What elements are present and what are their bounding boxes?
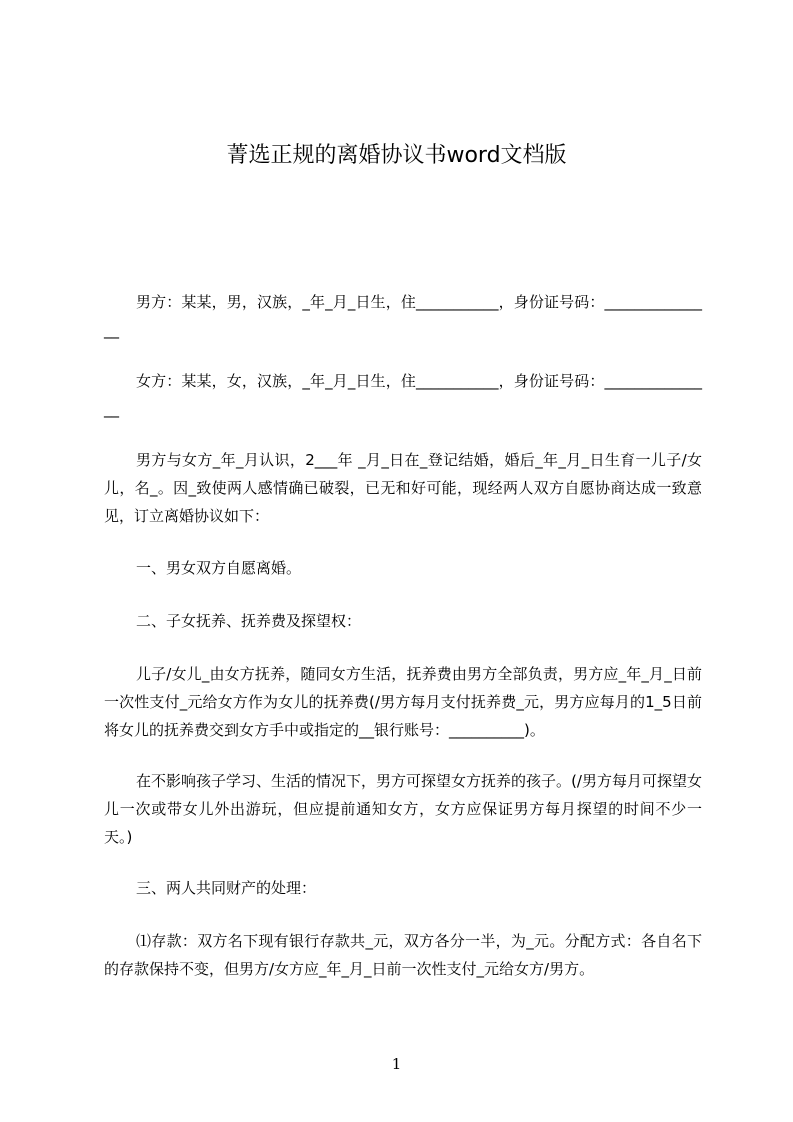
paragraph-child-support: 儿子/女儿_由女方抚养，随同女方生活，抚养费由男方全部负责，男方应_年_月_日前一次性支付_元给女方作为女儿的抚养费(/男方每月支付抚养费_元，男方应每月的1_5日前将女儿的抚养费交到女方手中或指定的__银行账号：__________)。 [104,665,702,739]
paragraph-savings: ⑴存款：双方名下现有银行存款共_元，双方各分一半，为_元。分配方式：各自名下的存款保持不变，但男方/女方应_年_月_日前一次性支付_元给女方/男方。 [104,932,702,978]
section-heading-2: 二、子女抚养、抚养费及探望权： [136,612,362,630]
paragraph-female-party: 女方：某某，女，汉族，_年_月_日生，住___________，身份证号码：_______________ [104,372,702,418]
paragraph-visitation: 在不影响孩子学习、生活的情况下，男方可探望女方抚养的孩子。(/男方每月可探望女儿一次或带女儿外出游玩，但应提前通知女方，女方应保证男方每月探望的时间不少一天。) [104,772,702,846]
section-heading-3: 三、两人共同财产的处理： [136,879,317,897]
section-heading-1: 一、男女双方自愿离婚。 [136,559,302,577]
page-number: 1 [391,1055,402,1073]
document-title: 菁选正规的离婚协议书word文档版 [226,143,567,168]
paragraph-background: 男方与女方_年_月认识，2___年 _月_日在_登记结婚，婚后_年_月_日生育一儿子/女儿，名_。因_致使两人感情确已破裂，已无和好可能，现经两人双方自愿协商达成一致意见，订立离婚协议如下： [104,451,702,525]
paragraph-male-party: 男方：某某，男，汉族，_年_月_日生，住___________，身份证号码：_______________ [104,293,702,339]
